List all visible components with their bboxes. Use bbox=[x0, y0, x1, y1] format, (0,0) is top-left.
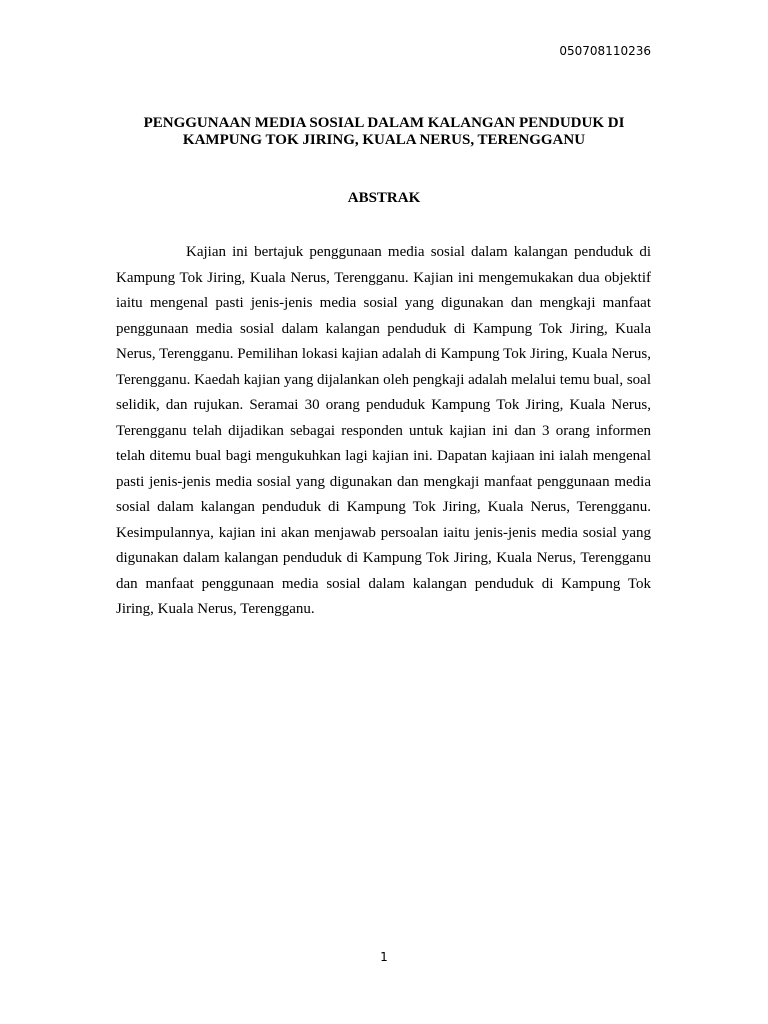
document-id: 050708110236 bbox=[559, 44, 651, 58]
title-line-2: KAMPUNG TOK JIRING, KUALA NERUS, TERENGGANU bbox=[182, 132, 586, 148]
abstract-body: Kajian ini bertajuk penggunaan media sosial dalam kalangan penduduk di Kampung Tok Jiring, Kuala Nerus, Terengganu. Kajian ini mengemukakan dua objektif iaitu mengenal pasti jenis-jenis media sosial yang digunakan dan mengkaji manfaat penggunaan media sosial dalam kalangan penduduk di Kampung Tok Jiring, Kuala Nerus, Terengganu. Pemilihan lokasi kajian adalah di Kampung Tok Jiring, Kuala Nerus, Terengganu. Kaedah kajian yang dijalankan oleh pengkaji adalah melalui temu bual, soal selidik, dan rujukan. Seramai 30 orang penduduk Kampung Tok Jiring, Kuala Nerus, Terengganu telah dijadikan sebagai responden untuk kajian ini dan 3 orang informen telah ditemu bual bagi mengukuhkan lagi kajian ini. Dapatan kajiaan ini ialah mengenal pasti jenis-jenis media sosial yang digunakan dan mengkaji manfaat penggunaan media sosial dalam kalangan penduduk di Kampung Tok Jiring, Kuala Nerus, Terengganu. Kesimpulannya, kajian ini akan menjawab persoalan iaitu jenis-jenis media sosial yang digunakan dalam kalangan penduduk di Kampung Tok Jiring, Kuala Nerus, Terengganu dan manfaat penggunaan media sosial dalam kalangan penduduk di Kampung Tok Jiring, Kuala Nerus, Terengganu. bbox=[116, 244, 652, 617]
page-number: 1 bbox=[380, 950, 388, 964]
page-title bbox=[116, 115, 652, 149]
title-line-1: PENGGUNAAN MEDIA SOSIAL DALAM KALANGAN PENDUDUK DI bbox=[143, 115, 625, 131]
abstract-heading: ABSTRAK bbox=[347, 190, 421, 206]
